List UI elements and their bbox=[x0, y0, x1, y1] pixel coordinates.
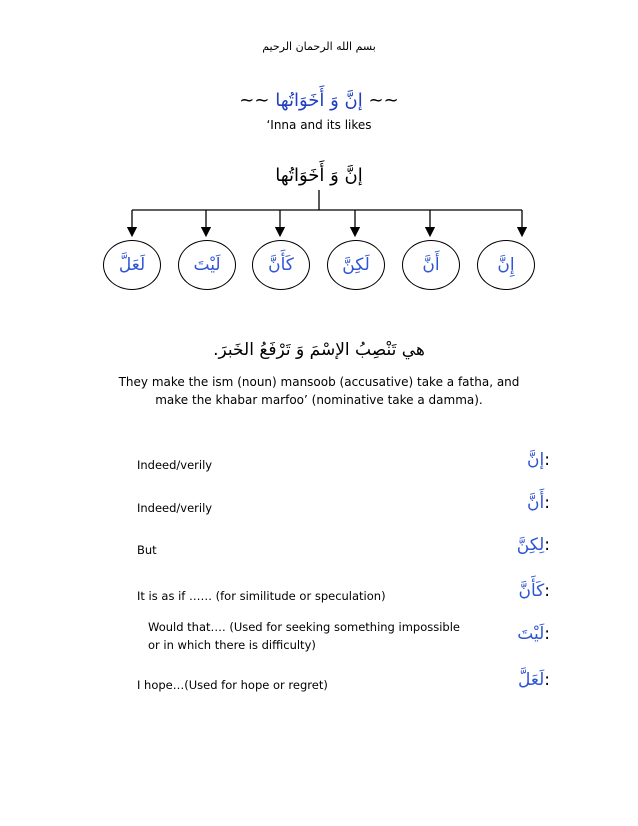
node-laalla: لَعَلَّ bbox=[103, 240, 161, 290]
node-inna: إِنَّ bbox=[477, 240, 535, 290]
meaning-arabic-4 bbox=[519, 581, 551, 601]
node-layta: لَيْتَ bbox=[178, 240, 236, 290]
meaning-arabic-2 bbox=[527, 493, 550, 513]
page-title bbox=[0, 90, 638, 111]
meaning-english-5: Would that…. (Used for seeking something impossible or in which there is difficulty) bbox=[148, 620, 460, 652]
rule-arabic: هي تَنْصِبُ الإسْمَ وَ تَرْفَعُ الخَبرَ. bbox=[213, 340, 425, 360]
meaning-english-1: Indeed/verily bbox=[137, 458, 213, 472]
meaning-english-3: But bbox=[137, 543, 157, 557]
meaning-arabic-word: لِكِنَّ bbox=[516, 535, 545, 555]
meaning-arabic-5 bbox=[517, 624, 550, 644]
tree-root-label: إنَّ وَ أَخَوَاتُها bbox=[275, 165, 363, 186]
node-lakinna: لَكِنَّ bbox=[327, 240, 385, 290]
meaning-arabic-word: كَأَنَّ bbox=[518, 581, 545, 601]
title-tilde-right: ~~ bbox=[368, 90, 399, 111]
meaning-arabic-word: لَيْتَ bbox=[517, 624, 545, 644]
colon: : bbox=[544, 493, 550, 513]
colon: : bbox=[544, 450, 550, 470]
colon: : bbox=[544, 670, 550, 690]
meaning-english-4: It is as if …… (for similitude or speculation) bbox=[137, 589, 386, 603]
tree-connector-lines bbox=[110, 190, 530, 240]
meaning-arabic-1 bbox=[527, 450, 550, 470]
meaning-arabic-3 bbox=[517, 535, 550, 555]
rule-english: They make the ism (noun) mansoob (accusative) take a fatha, and make the khabar marfoo’ (nominative take a damma). bbox=[118, 375, 520, 407]
meaning-arabic-word: إنَّ bbox=[527, 450, 545, 470]
meaning-english-6: I hope…(Used for hope or regret) bbox=[137, 678, 328, 692]
colon: : bbox=[544, 624, 550, 644]
meaning-arabic-6 bbox=[518, 670, 550, 690]
meaning-arabic-word: أَنَّ bbox=[527, 493, 545, 513]
page-subtitle: ‘Inna and its likes bbox=[266, 118, 372, 132]
colon: : bbox=[544, 581, 550, 601]
meaning-arabic-word: لَعَلَّ bbox=[518, 670, 545, 690]
node-anna: أَنَّ bbox=[402, 240, 460, 290]
meaning-english-2: Indeed/verily bbox=[137, 501, 213, 515]
bismillah-header: بسم الله الرحمان الرحيم bbox=[262, 40, 376, 53]
title-arabic: إنَّ وَ أَخَوَاتُها bbox=[275, 90, 363, 111]
title-tilde-left: ~~ bbox=[239, 90, 270, 111]
colon: : bbox=[544, 535, 550, 555]
node-kaanna: كَأَنَّ bbox=[252, 240, 310, 290]
